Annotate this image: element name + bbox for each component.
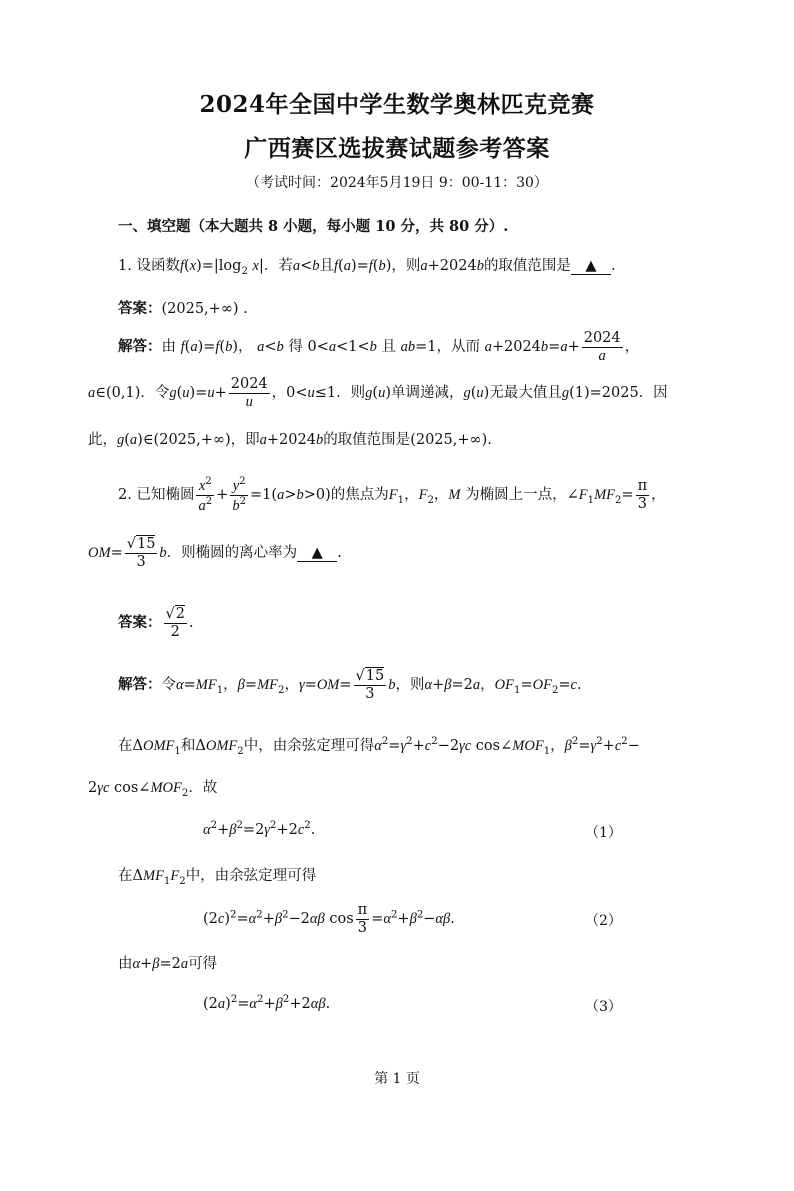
equation-2: $(2c)^2=\alpha^2+\beta^2-2\alpha\beta$ cos $\frac{\pi}{3}$ $=\alpha^2+\beta^2-\alpha\beta$.	[203, 902, 455, 936]
problem-2-statement-line-1: 2. 已知椭圆 $\frac{x^2}{a^2}$ + $\frac{y^2}{b^2}$ =1(a>b>0)的焦点为$F_1$，$F_2$，M 为椭圆上一点，$\angle F_1MF_2=$ $\frac{\pi}{3}$ ，	[118, 476, 666, 514]
problem-1-solution-line-3: 此，g(a)∈(2025,+∞)，即a+2024b的取值范围是(2025,+∞).	[88, 432, 492, 448]
exam-time: （考试时间：2024年5月19日 9：00-11：30）	[246, 175, 548, 191]
equation-3-number: （3）	[585, 999, 622, 1015]
problem-2-statement-line-2: OM= $\frac{√15}{3}$ b．则椭圆的离心率为 ▲ .	[88, 536, 342, 570]
title-line-2: 广西赛区选拔赛试题参考答案	[244, 135, 550, 162]
problem-1-answer: 答案：(2025,+∞) .	[118, 300, 248, 317]
equation-2-number: （2）	[585, 913, 622, 929]
equation-1: $\alpha^2+\beta^2=2\gamma^2+2c^2$.	[203, 820, 316, 838]
problem-2-solution-line-4: 在$\Delta MF_1F_2$中，由余弦定理可得	[118, 868, 317, 887]
answer-blank: ▲	[571, 258, 611, 275]
problem-2-solution-line-2: 在$\Delta OMF_1$和$\Delta OMF_2$中，由余弦定理可得$\alpha^2=\gamma^2+c^2-2\gamma c$ $\cos\angle MOF_1$，$\beta^2=\gamma^2+c^2-$	[118, 736, 640, 757]
problem-1-solution-line-2: a∈(0,1)．令g(u)=u+ $\frac{2024}{u}$ ，0<u≤1．则g(u)单调递减，g(u)无最大值且g(1)=2025．因	[88, 376, 668, 410]
equation-3: $(2a)^2=\alpha^2+\beta^2+2\alpha\beta$.	[203, 994, 331, 1012]
answer-blank-2: ▲	[297, 545, 337, 562]
problem-2-answer: 答案： $\frac{√2}{2}$ .	[118, 606, 194, 640]
problem-2-solution-line-3: 2γc $\cos\angle MOF_2$．故	[88, 780, 218, 799]
problem-1-solution-line-1: 解答：由 f(a)=f(b)， a<b 得 0<a<1<b 且 ab=1，从而 a+2024b=a+ $\frac{2024}{a}$ ，	[118, 330, 640, 364]
page-number: 第 1 页	[374, 1071, 420, 1087]
equation-1-number: （1）	[585, 825, 622, 841]
problem-1-statement: 1. 设函数$f(x)=|\log_2$ x|．若a<b且f(a)=f(b)，则a+2024b的取值范围是 ▲ .	[118, 258, 616, 277]
problem-2-solution-line-5: 由α+β=2a可得	[118, 956, 218, 972]
title-line-1: 2024年全国中学生数学奥林匹克竞赛	[199, 91, 595, 118]
section-heading: 一、填空题（本大题共 8 小题，每小题 10 分，共 80 分）.	[118, 218, 509, 235]
problem-2-solution-line-1: 解答：令$\alpha=MF_1$，$\beta=MF_2$，γ=OM= $\frac{√15}{3}$ b，则α+β=2a，$OF_1=OF_2=c$.	[118, 668, 582, 702]
